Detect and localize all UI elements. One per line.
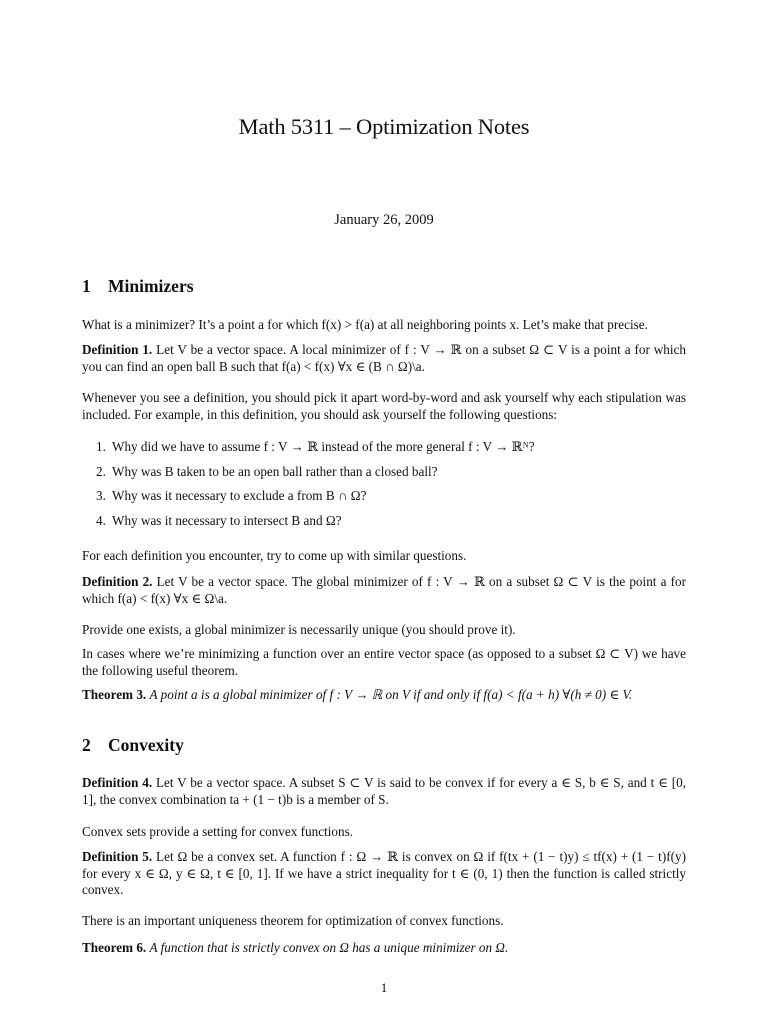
section-number: 1 bbox=[82, 276, 91, 296]
list-item bbox=[96, 464, 686, 481]
definition-5 bbox=[82, 849, 686, 899]
theorem-text: A function that is strictly convex on Ω has a unique minimizer on Ω. bbox=[149, 940, 509, 955]
theorem-label: Theorem 3. bbox=[82, 687, 147, 702]
definition-label: Definition 4. bbox=[82, 775, 153, 790]
list-item-text: Why was it necessary to intersect B and Ω? bbox=[112, 512, 342, 528]
paragraph-intro: What is a minimizer? It’s a point a for which f(x) > f(a) at all neighboring points x. Let’s make that precise. bbox=[82, 317, 648, 332]
list-item-text: Why was it necessary to exclude a from B ∩ Ω? bbox=[112, 488, 367, 503]
definition-label: Definition 2. bbox=[82, 574, 153, 589]
paragraph-important: There is an important uniqueness theorem for optimization of convex functions. bbox=[82, 913, 504, 928]
paragraph-whenever: Whenever you see a definition, you should pick it apart word-by-word and ask yourself why each stipulation was included. For example, in this definition, you should ask yourself the following questions: bbox=[82, 390, 686, 422]
list-item-number: 4. bbox=[96, 512, 106, 528]
list-item bbox=[96, 488, 686, 505]
list-item-number: 1. bbox=[96, 439, 106, 454]
section-title: Minimizers bbox=[108, 276, 194, 296]
paragraph-provide: Provide one exists, a global minimizer is necessarily unique (you should prove it). bbox=[82, 622, 516, 637]
definition-1 bbox=[82, 342, 686, 375]
definition-2 bbox=[82, 574, 686, 607]
paragraph-for-each: For each definition you encounter, try to come up with similar questions. bbox=[82, 548, 467, 563]
document-title: Math 5311 – Optimization Notes bbox=[238, 114, 530, 139]
list-item-number: 3. bbox=[96, 488, 106, 503]
section-number: 2 bbox=[82, 735, 91, 755]
list-item bbox=[96, 513, 686, 530]
theorem-label: Theorem 6. bbox=[82, 940, 147, 955]
section-heading-minimizers bbox=[82, 276, 194, 297]
definition-text: Let V be a vector space. The global minimizer of f : V → ℝ on a subset Ω ⊂ V is the point a for which f(a) < f(x) ∀x ∈ Ω\a. bbox=[82, 574, 686, 606]
section-heading-convexity bbox=[82, 735, 184, 756]
document-date: January 26, 2009 bbox=[334, 212, 434, 228]
page-number: 1 bbox=[380, 980, 388, 995]
question-list bbox=[96, 439, 686, 529]
paragraph-in-cases: In cases where we’re minimizing a function over an entire vector space (as opposed to a subset Ω ⊂ V) we have the following useful theorem. bbox=[82, 646, 686, 678]
section-title: Convexity bbox=[108, 735, 184, 755]
list-item bbox=[96, 439, 686, 456]
list-item-text: Why did we have to assume f : V → ℝ instead of the more general f : V → ℝᴺ? bbox=[112, 439, 535, 454]
paragraph-convex-sets: Convex sets provide a setting for convex functions. bbox=[82, 824, 354, 839]
list-item-number: 2. bbox=[96, 463, 106, 479]
definition-label: Definition 5. bbox=[82, 849, 153, 864]
definition-label: Definition 1. bbox=[82, 342, 153, 357]
definition-text: Let V be a vector space. A local minimizer of f : V → ℝ on a subset Ω ⊂ V is a point a for which you can find an open ball B such that f(a) < f(x) ∀x ∈ (B ∩ Ω)\a. bbox=[82, 342, 686, 374]
definition-text: Let V be a vector space. A subset S ⊂ V is said to be convex if for every a ∈ S, b ∈ S, and t ∈ [0, 1], the convex combination ta + (1 − t)b is a member of S. bbox=[82, 775, 686, 807]
theorem-text: A point a is a global minimizer of f : V → ℝ on V if and only if f(a) < f(a + h) ∀(h ≠ 0) ∈ V. bbox=[149, 687, 633, 702]
list-item-text: Why was B taken to be an open ball rather than a closed ball? bbox=[112, 463, 438, 479]
theorem-6 bbox=[82, 940, 686, 957]
definition-text: Let Ω be a convex set. A function f : Ω → ℝ is convex on Ω if f(tx + (1 − t)y) ≤ tf(x) + (1 − t)f(y) for every x ∈ Ω, y ∈ Ω, t ∈ [0, 1]. If we have a strict inequality for t ∈ (0, 1) then the function is called strictly convex. bbox=[82, 849, 686, 897]
theorem-3 bbox=[82, 687, 686, 704]
definition-4 bbox=[82, 775, 686, 808]
